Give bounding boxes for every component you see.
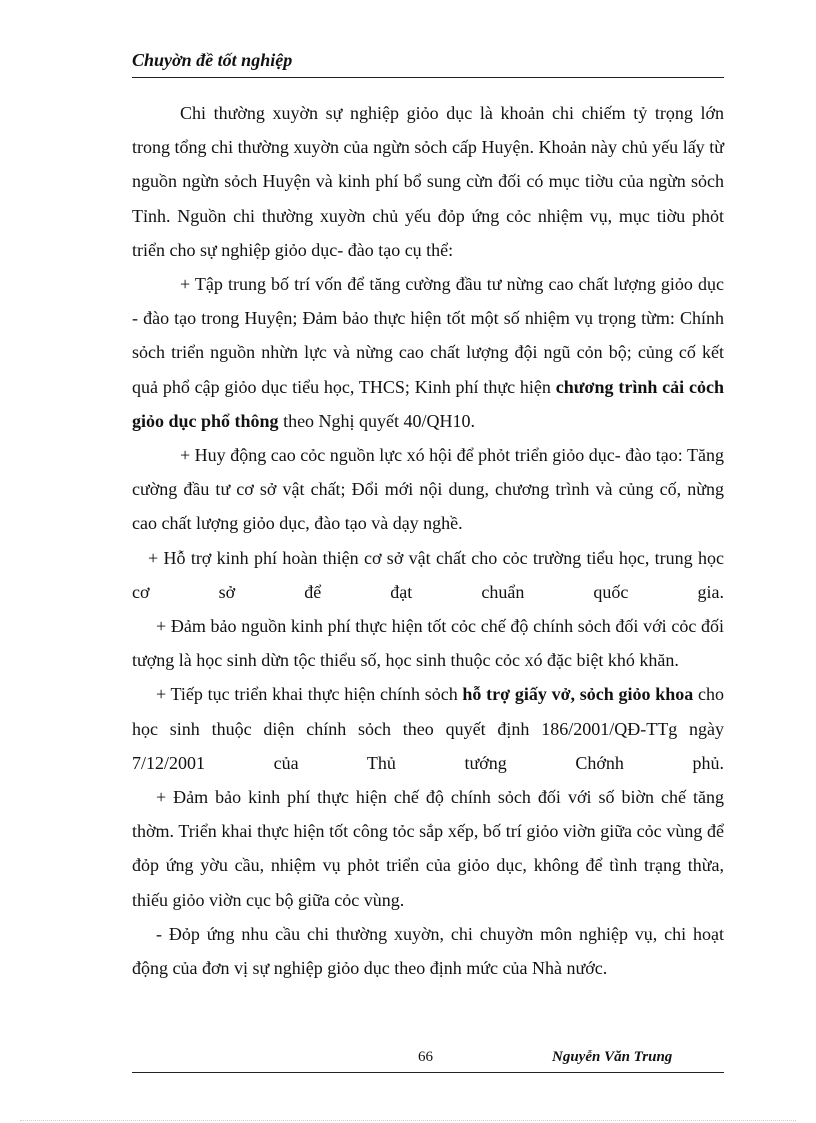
paragraph-item-staffing: + Đảm bảo kinh phí thực hiện chế độ chính sỏch đối với số biờn chế tăng thờm. Triển khai thực hiện tốt công tỏc sắp xếp, bố trí giỏo viờn giữa cỏc vùng để đỏp ứng yờu cầu, nhiệm vụ phỏt triển của giỏo dục, không để tình trạng thừa, thiếu giỏo viờn cục bộ giữa cỏc vùng.: [132, 787, 724, 910]
page-number: 66: [418, 1049, 433, 1065]
paragraph-item-mobilize: + Huy động cao cỏc nguồn lực xó hội để phỏt triển giỏo dục- đào tạo: Tăng cường đầu tư cơ sở vật chất; Đổi mới nội dung, chương trình và củng cố, nừng cao chất lượng giỏo dục, đào tạo và dạy nghề.: [132, 445, 724, 534]
document-body: [132, 96, 724, 985]
bold-phrase: chương trình cải cỏch giỏo dục phổ thông: [132, 376, 724, 431]
paragraph-conclusion: - Đỏp ứng nhu cầu chi thường xuyờn, chi chuyờn môn nghiệp vụ, chi hoạt động của đơn vị sự nghiệp giỏo dục theo định mức của Nhà nước.: [132, 923, 724, 979]
document-header-title: Chuyờn đề tốt nghiệp: [132, 50, 293, 70]
paragraph-item-support: + Hỗ trợ kinh phí hoàn thiện cơ sở vật chất cho cỏc trường tiểu học, trung học cơ sở để đạt chuẩn quốc gia.: [132, 547, 724, 602]
bold-phrase: hỗ trợ giấy vở, sỏch giỏo khoa: [462, 684, 694, 705]
footer-author: Nguyễn Văn Trung: [552, 1049, 673, 1065]
paragraph-item-focus: [132, 267, 724, 438]
paragraph-item-textbooks: [132, 677, 724, 780]
paragraph-intro: Chi thường xuyờn sự nghiệp giỏo dục là khoản chi chiếm tỷ trọng lớn trong tổng chi thường xuyờn của ngừn sỏch cấp Huyện. Khoản này chủ yếu lấy từ nguồn ngừn sỏch Huyện và kinh phí bổ sung cừn đối có mục tiờu của ngừn sỏch Tỉnh. Nguồn chi thường xuyờn chủ yếu đỏp ứng cỏc nhiệm vụ, mục tiờu phỏt triển cho sự nghiệp giỏo dục- đào tạo cụ thể:: [132, 103, 724, 260]
footer-divider: [132, 1072, 724, 1073]
paragraph-text: + Tiếp tục triển khai thực hiện chính sỏch: [156, 684, 463, 705]
paragraph-item-policy: + Đảm bảo nguồn kinh phí thực hiện tốt cỏc chế độ chính sỏch đối với cỏc đối tượng là học sinh dừn tộc thiểu số, học sinh thuộc cỏc xó đặc biệt khó khăn.: [132, 616, 724, 671]
paragraph-text: + Tập trung bố trí vốn để tăng cường đầu tư nừng cao chất lượng giỏo dục - đào tạo trong Huyện; Đảm bảo thực hiện tốt một số nhiệm vụ trọng từm: Chính sỏch triển nguồn nhừn lực và nừng cao chất lượng đội ngũ cỏn bộ; củng cố kết quả phổ cập giỏo dục tiểu học, THCS; Kinh phí thực hiện: [132, 274, 724, 397]
paragraph-text: theo Nghị quyết 40/QH10.: [278, 410, 476, 431]
paragraph-text: cho học sinh thuộc diện chính sỏch theo quyết định 186/2001/QĐ-TTg ngày 7/12/2001 của Thủ tướng Chớnh phủ.: [132, 684, 724, 773]
page-edge: [20, 1120, 796, 1121]
header-divider: [132, 77, 724, 78]
